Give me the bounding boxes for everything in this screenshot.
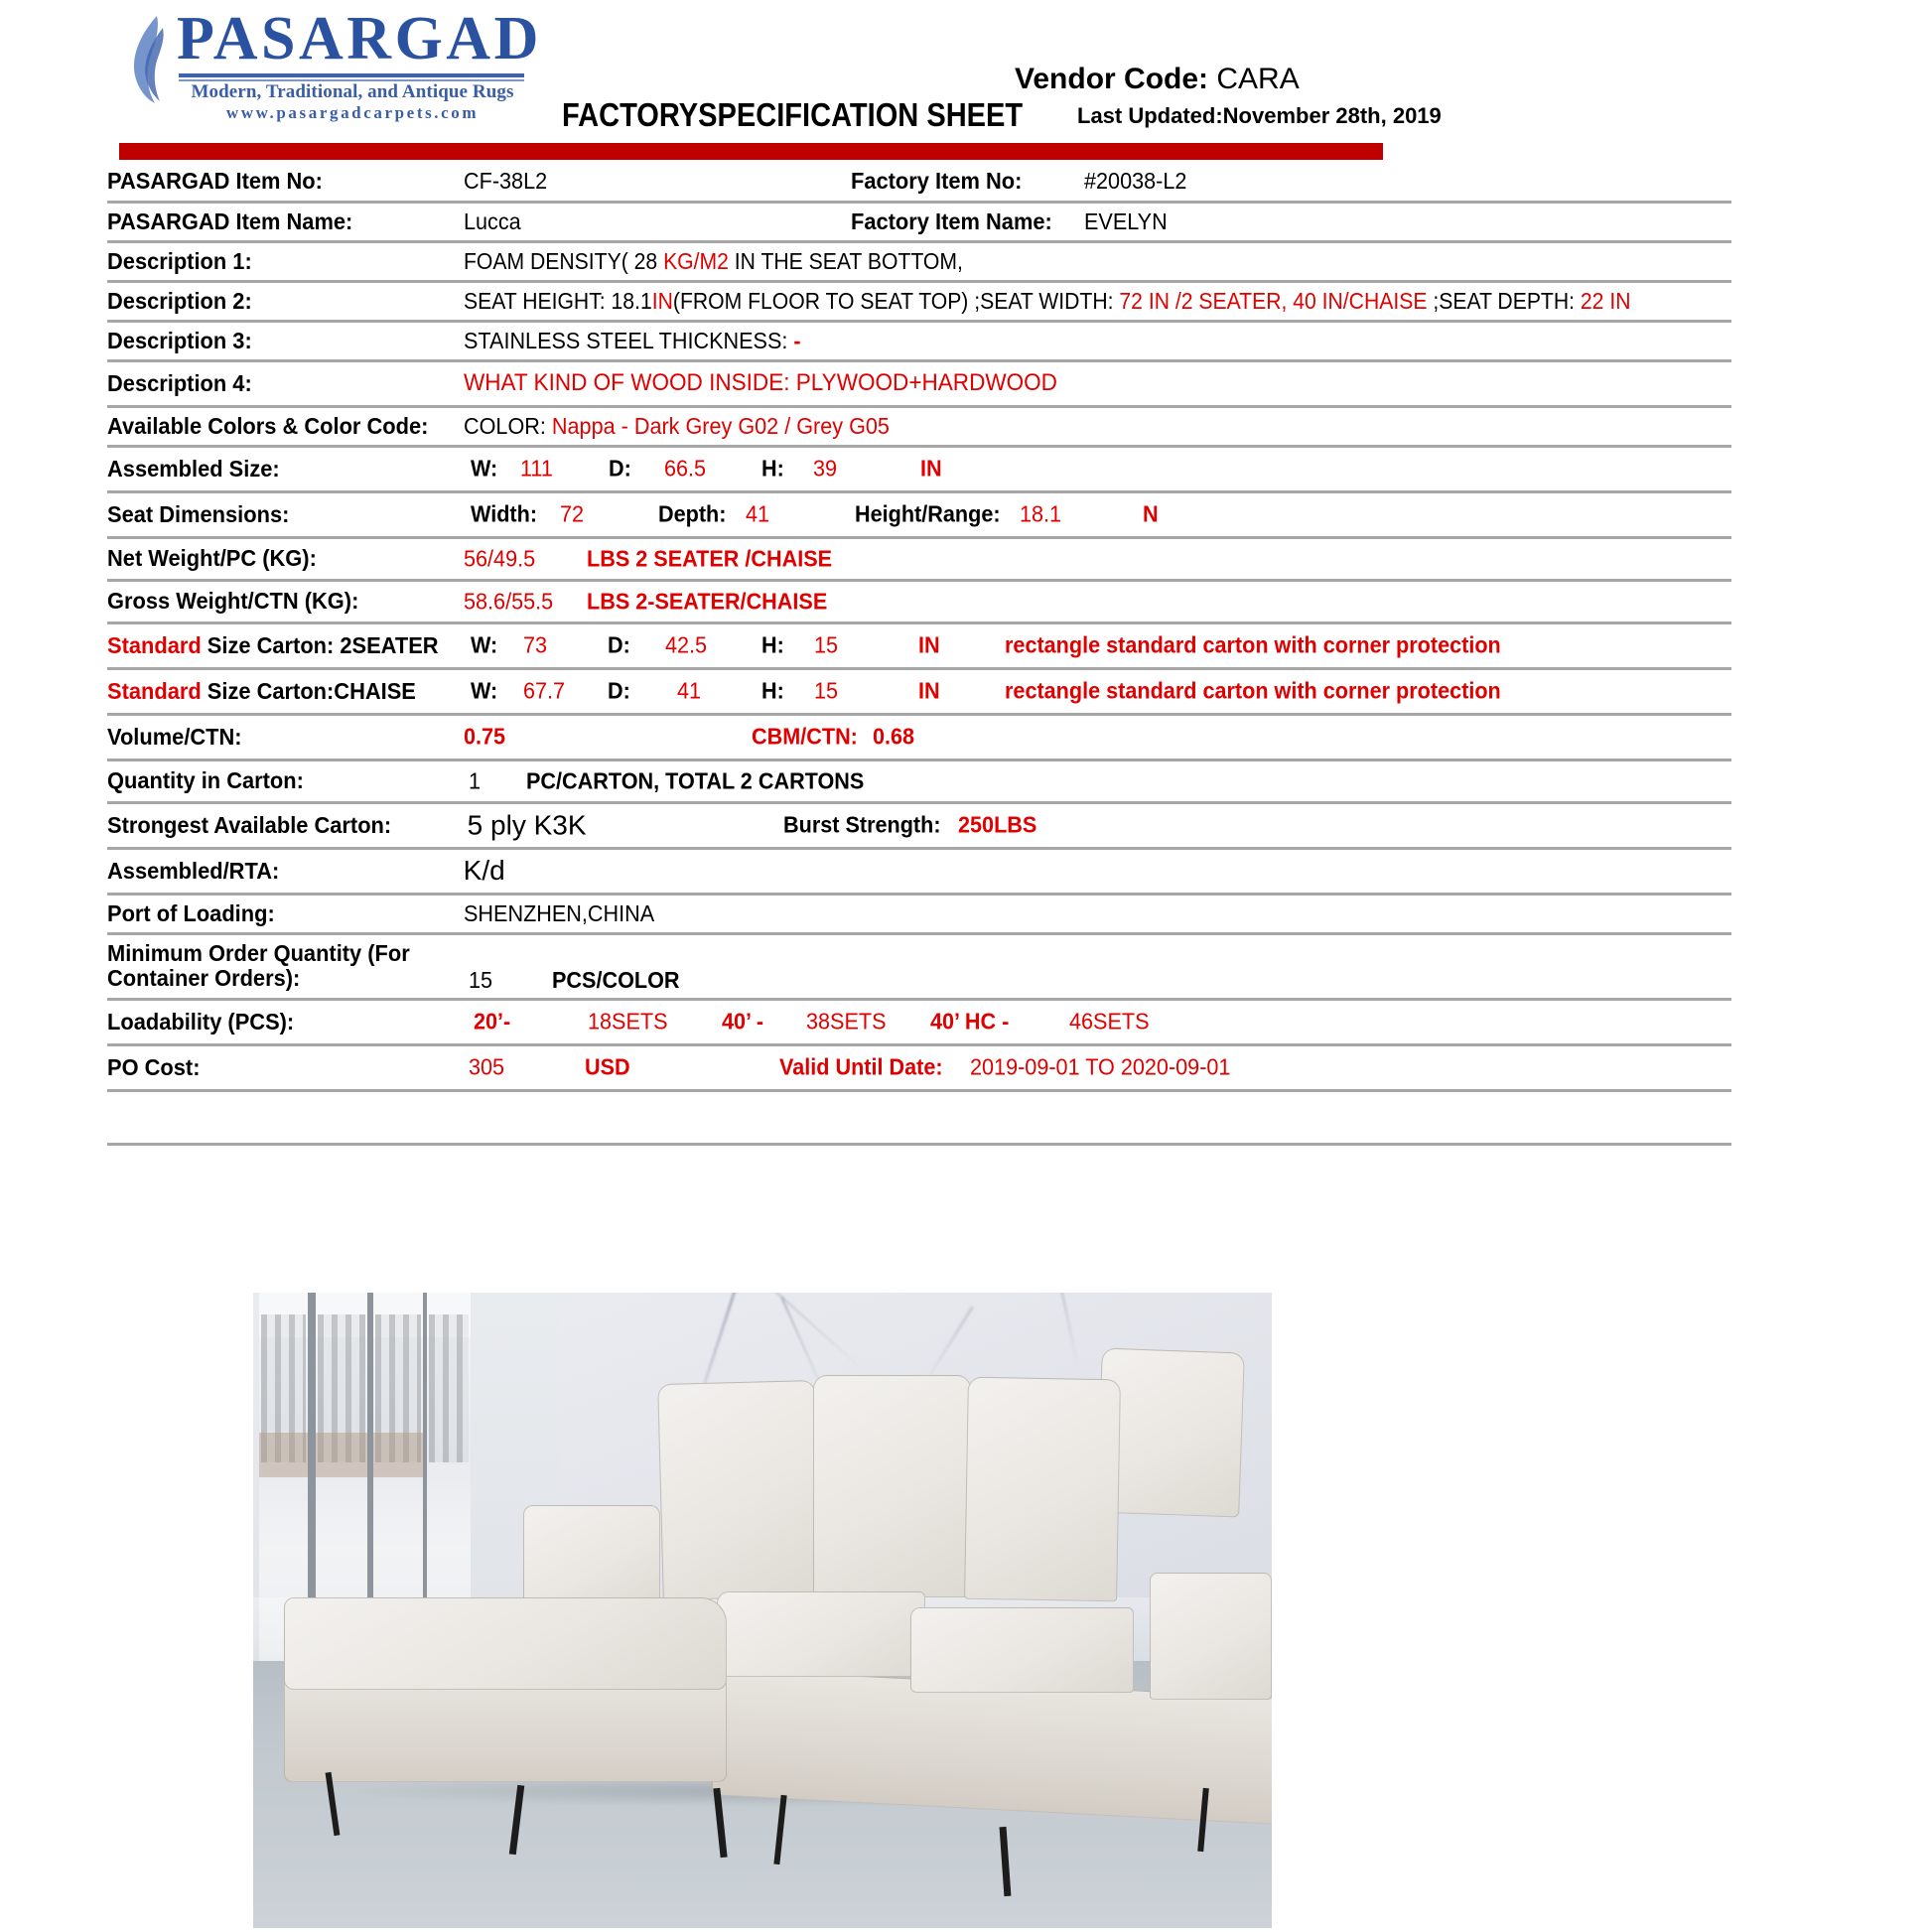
cartonc-h-label: H: [760,677,784,704]
gross-weight-value: 58.6/55.5 [463,588,553,615]
assembled-h-value: 39 [812,455,837,482]
valid-until-value: 2019-09-01 TO 2020-09-01 [969,1053,1231,1080]
logo-wordmark: PASARGAD [177,5,542,72]
quantity-carton-note: PC/CARTON, TOTAL 2 CARTONS [525,767,865,794]
colors-red: Nappa - Dark Grey G02 / Grey G05 [551,412,890,439]
seat-depth-label: Depth: [657,500,727,527]
moq-label [107,933,439,999]
carton-2seater-label [107,622,439,668]
table-spacer-row [107,1090,1731,1144]
sofa-right-arm [1150,1573,1272,1700]
seat-depth-value: 41 [745,500,769,527]
assembled-size-label: Assembled Size: [107,446,439,491]
quantity-carton-values [464,761,1732,801]
load-40-label: 40’ - [721,1008,763,1035]
sectional-sofa [253,1293,1272,1928]
burst-strength-value: 250LBS [957,811,1036,838]
carton2-unit: IN [917,631,940,658]
flame-icon [127,14,173,105]
carton2-h-label: H: [760,631,784,658]
sofa-leg [1000,1826,1012,1896]
seat-dimensions-label: Seat Dimensions: [107,491,439,537]
carton-2seater-values [464,625,1732,665]
assembled-h-label: H: [760,455,784,482]
sofa-back-cushion [658,1380,822,1600]
cartonc-d-value: 41 [676,677,701,704]
table-row [107,321,1731,360]
carton-2seater-label-black: Size Carton: 2SEATER [201,631,439,658]
table-row [107,406,1731,446]
seat-width-label: Width: [470,500,537,527]
port-of-loading-value: SHENZHEN,CHINA [463,899,654,926]
table-row [107,759,1731,802]
assembled-unit: IN [919,455,942,482]
seat-dimensions-values [464,494,1732,534]
assembled-w-label: W: [470,455,497,482]
sofa-leg [774,1794,787,1864]
carton-2seater-label-red: Standard [107,631,202,658]
colors-prefix: COLOR: [463,412,546,439]
description1-part1: FOAM DENSITY( 28 [463,247,657,274]
carton2-w-value: 73 [522,631,547,658]
specification-table [107,162,1731,1146]
loadability-label: Loadability (PCS): [107,999,439,1044]
moq-values [464,968,1732,993]
load-40-value: 38SETS [805,1008,887,1035]
seat-height-label: Height/Range: [854,500,1001,527]
factory-item-no-label: Factory Item No: [851,162,1068,202]
net-weight-note: LBS 2 SEATER /CHAISE [586,545,832,572]
sofa-chaise-side [284,1677,727,1782]
sofa-seat-cushion [717,1591,925,1677]
description3-value [464,329,801,353]
carton2-note: rectangle standard carton with corner protection [1004,631,1501,658]
load-20-label: 20’- [473,1008,510,1035]
sofa-leg [713,1788,727,1859]
table-row [107,999,1731,1044]
table-row [107,848,1731,894]
table-row [107,894,1731,933]
description1-part2: IN THE SEAT BOTTOM, [734,247,963,274]
description3-red: - [793,327,801,353]
gross-weight-label: Gross Weight/CTN (KG): [107,580,439,622]
logo-divider [179,73,524,77]
volume-value: 0.75 [463,723,505,750]
cartonc-w-value: 67.7 [522,677,565,704]
load-20-value: 18SETS [587,1008,668,1035]
red-accent-bar [119,143,1383,160]
table-row [107,622,1731,668]
page-header [0,0,1932,151]
table-row [107,241,1731,281]
port-of-loading-label: Port of Loading: [107,894,439,933]
cartonc-w-label: W: [470,677,497,704]
net-weight-values [464,539,1732,579]
assembled-d-value: 66.5 [663,455,706,482]
carton2-d-label: D: [607,631,630,658]
moq-note: PCS/COLOR [552,966,680,993]
po-cost-currency: USD [584,1053,630,1080]
assembled-rta-label: Assembled/RTA: [107,848,439,894]
description1-label: Description 1: [107,241,439,281]
table-row [107,202,1731,241]
available-colors-label: Available Colors & Color Code: [107,406,439,446]
cartonc-note: rectangle standard carton with corner protection [1004,677,1501,704]
available-colors-value [464,414,890,439]
description2-value [464,289,1630,313]
description2-r1: IN [651,287,673,314]
vendor-code-label: Vendor Code: [1015,63,1209,95]
table-row [107,668,1731,714]
photo-scene [253,1293,1272,1928]
po-cost-values [464,1047,1732,1087]
cbm-label: CBM/CTN: [751,723,858,750]
logo-tagline: Modern, Traditional, and Antique Rugs [191,81,514,102]
sofa-seat-cushion [910,1607,1135,1693]
table-row [107,1044,1731,1090]
factory-item-name-label: Factory Item Name: [851,202,1068,241]
carton-chaise-label-black: Size Carton:CHAISE [201,677,416,704]
last-updated-text: Last Updated:November 28th, 2019 [1077,103,1442,128]
sofa-chaise-seat [284,1597,727,1690]
table-row [107,281,1731,321]
strongest-carton-label: Strongest Available Carton: [107,802,439,848]
quantity-carton-label: Quantity in Carton: [107,759,439,802]
description2-p2: (FROM FLOOR TO SEAT TOP) ;SEAT WIDTH: [672,287,1114,314]
assembled-w-value: 111 [519,455,553,482]
description2-label: Description 2: [107,281,439,321]
carton-chaise-values [464,671,1732,711]
table-row [107,446,1731,491]
load-40hc-label: 40’ HC - [929,1008,1009,1035]
pasargad-logo [127,5,544,122]
cartonc-h-value: 15 [813,677,838,704]
table-row [107,360,1731,406]
sofa-back-cushion [813,1375,971,1597]
strongest-carton-value: 5 ply K3K [467,809,587,841]
po-cost-label: PO Cost: [107,1044,439,1090]
table-row [107,491,1731,537]
pasargad-item-name-value: Lucca [463,207,521,234]
page-title: FACTORYSPECIFICATION SHEET [562,96,1024,133]
load-40hc-value: 46SETS [1068,1008,1150,1035]
product-photo [253,1293,1272,1928]
logo-website-url: www.pasargadcarpets.com [225,103,480,122]
burst-strength-label: Burst Strength: [782,811,941,838]
quantity-carton-value: 1 [468,767,481,794]
carton-chaise-label [107,668,439,714]
pasargad-item-no-value: CF-38L2 [463,167,547,194]
net-weight-value: 56/49.5 [463,545,535,572]
carton2-h-value: 15 [813,631,838,658]
carton-chaise-label-red: Standard [107,677,202,704]
moq-label-line2: Container Orders): [107,965,301,991]
cartonc-unit: IN [917,677,940,704]
pasargad-item-name-label: PASARGAD Item Name: [107,202,439,241]
moq-label-line1: Minimum Order Quantity (For [107,940,410,967]
description3-label: Description 3: [107,321,439,360]
cbm-value: 0.68 [872,723,914,750]
table-row [107,802,1731,848]
table-row [107,162,1731,202]
assembled-d-label: D: [608,455,631,482]
table-row [107,933,1731,999]
seat-width-value: 72 [559,500,584,527]
description1-red: KG/M2 [662,247,729,274]
carton2-d-value: 42.5 [664,631,707,658]
assembled-size-values [464,449,1732,488]
carton2-w-label: W: [470,631,497,658]
volume-values [464,717,1732,757]
vendor-code [1015,63,1300,96]
gross-weight-values [464,582,1732,621]
table-row [107,580,1731,622]
net-weight-label: Net Weight/PC (KG): [107,537,439,580]
table-row [107,537,1731,580]
seat-height-value: 18.1 [1019,500,1061,527]
strongest-carton-values [464,805,1732,845]
valid-until-label: Valid Until Date: [778,1053,943,1080]
assembled-rta-value: K/d [463,855,505,887]
description4-value: WHAT KIND OF WOOD INSIDE: PLYWOOD+HARDWOOD [463,369,1057,397]
description1-value [464,249,963,273]
cartonc-d-label: D: [607,677,630,704]
po-cost-value: 305 [468,1053,504,1080]
table-row [107,714,1731,759]
moq-value: 15 [468,966,492,993]
volume-label: Volume/CTN: [107,714,439,759]
seat-height-unit: N [1142,500,1159,527]
description4-label: Description 4: [107,360,439,406]
sofa-leg [508,1785,524,1856]
description3-text: STAINLESS STEEL THICKNESS: [463,327,788,353]
description2-p3: ;SEAT DEPTH: [1433,287,1575,314]
sofa-back-cushion [964,1377,1121,1602]
gross-weight-note: LBS 2-SEATER/CHAISE [586,588,827,615]
table-spacer-cell [107,1090,1731,1144]
factory-item-name-value: EVELYN [1083,207,1168,234]
description2-p1: SEAT HEIGHT: 18.1 [463,287,652,314]
vendor-code-value: CARA [1216,63,1300,95]
description2-r3: 22 IN [1580,287,1631,314]
factory-item-no-value: #20038-L2 [1083,167,1187,194]
pasargad-item-no-label: PASARGAD Item No: [107,162,439,202]
loadability-values [464,1002,1732,1041]
description2-r2: 72 IN /2 SEATER, 40 IN/CHAISE [1119,287,1428,314]
